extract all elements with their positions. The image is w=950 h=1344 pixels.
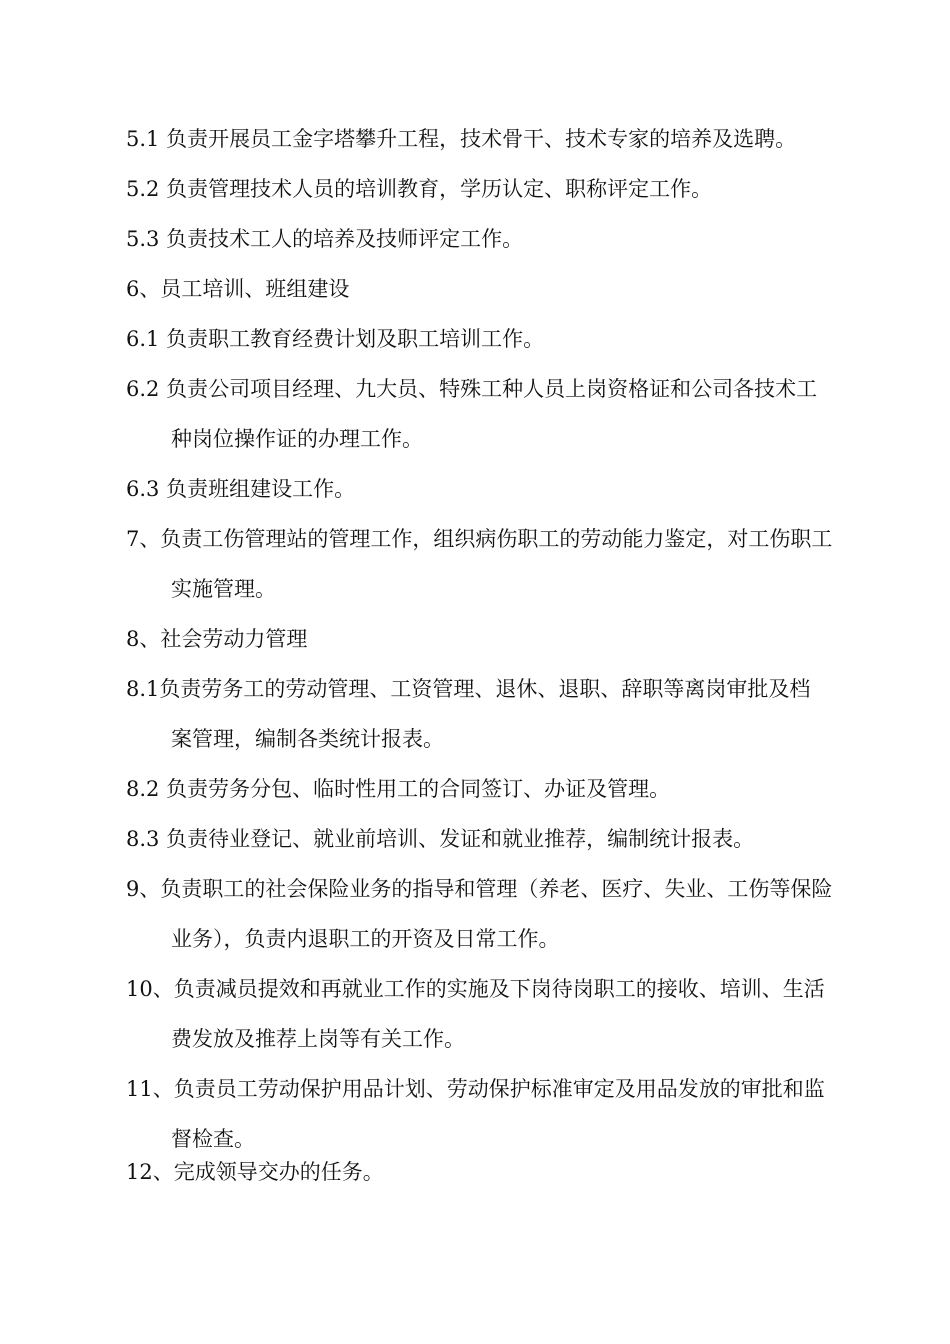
section-heading-8: 8、社会劳动力管理	[126, 627, 308, 651]
paragraph-11: 11、负责员工劳动保护用品计划、劳动保护标准审定及用品发放的审批和监	[126, 1077, 825, 1101]
paragraph-6-3: 6.3 负责班组建设工作。	[126, 477, 356, 501]
paragraph-12: 12、完成领导交办的任务。	[126, 1160, 384, 1184]
paragraph-10: 10、负责减员提效和再就业工作的实施及下岗待岗职工的接收、培训、生活	[126, 977, 825, 1001]
paragraph-9: 9、负责职工的社会保险业务的指导和管理（养老、医疗、失业、工伤等保险	[126, 877, 833, 901]
paragraph-5-3: 5.3 负责技术工人的培养及技师评定工作。	[126, 227, 524, 251]
paragraph-5-1: 5.1 负责开展员工金字塔攀升工程，技术骨干、技术专家的培养及选聘。	[126, 127, 797, 151]
paragraph-6-2-continued: 种岗位操作证的办理工作。	[171, 427, 423, 451]
paragraph-8-1-continued: 案管理，编制各类统计报表。	[171, 727, 444, 751]
paragraph-5-2: 5.2 负责管理技术人员的培训教育，学历认定、职称评定工作。	[126, 177, 713, 201]
paragraph-8-2: 8.2 负责劳务分包、临时性用工的合同签订、办证及管理。	[126, 777, 671, 801]
paragraph-8-1: 8.1负责劳务工的劳动管理、工资管理、退休、退职、辞职等离岗审批及档	[126, 677, 811, 701]
paragraph-7-continued: 实施管理。	[171, 577, 276, 601]
paragraph-6-1: 6.1 负责职工教育经费计划及职工培训工作。	[126, 327, 545, 351]
paragraph-11-continued: 督检查。	[171, 1127, 255, 1151]
paragraph-6-2: 6.2 负责公司项目经理、九大员、特殊工种人员上岗资格证和公司各技术工	[126, 377, 818, 401]
paragraph-8-3: 8.3 负责待业登记、就业前培训、发证和就业推荐，编制统计报表。	[126, 827, 755, 851]
paragraph-10-continued: 费发放及推荐上岗等有关工作。	[171, 1027, 465, 1051]
paragraph-7: 7、负责工伤管理站的管理工作，组织病伤职工的劳动能力鉴定，对工伤职工	[126, 527, 833, 551]
section-heading-6: 6、员工培训、班组建设	[126, 277, 350, 301]
paragraph-9-continued: 业务），负责内退职工的开资及日常工作。	[171, 927, 560, 951]
